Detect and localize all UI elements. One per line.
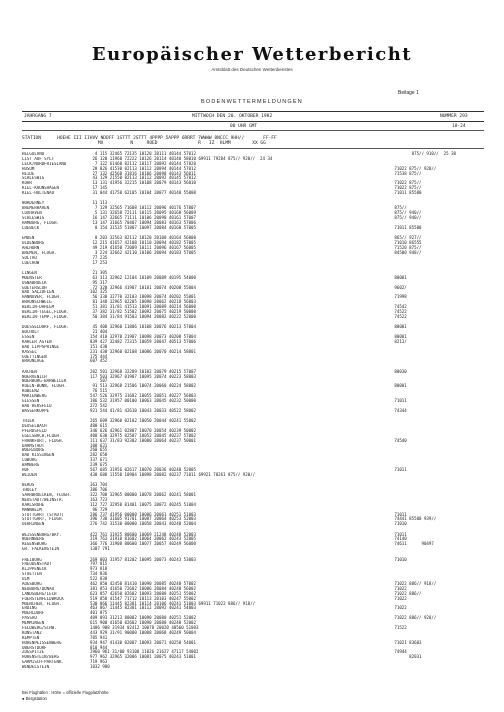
- station-data: 95 317: [90, 279, 108, 285]
- station-data: 615 900 41650 82602 10090 20088 40248 52002: [90, 620, 196, 626]
- station-data: 17 145: [90, 185, 108, 191]
- station-row: [22, 665, 492, 670]
- station-name: WEIDEN: [22, 472, 37, 477]
- station-extra-groups: 71010 86555: [387, 240, 422, 246]
- station-data: 507: [90, 378, 108, 384]
- station-name: LINGEN: [22, 270, 37, 275]
- station-name: KARLSRUHE: [22, 502, 45, 507]
- station-data: 45 400 32960 11806 10108 20076 40213 57004: [90, 324, 196, 330]
- station-data: 286 737 41956 00000 10086 20061 40251 51003: [90, 511, 196, 517]
- station-name: STUTTGART (STADT): [22, 512, 64, 517]
- station-data: 480 615: [90, 422, 108, 428]
- station-data: 117 503 32967 01907 10095 20074 40223 58003: [90, 373, 196, 379]
- station-data: 1486 908 31934 02412 10078 20020 40560 51003: [90, 625, 199, 630]
- station-name: BERLIN-TEGEL,FLUGH.: [22, 310, 69, 314]
- station-data: 21 305: [90, 269, 108, 275]
- station-extra-groups: 875// 940//: [387, 210, 422, 216]
- station-data: 12 215 41657 42108 10110 20094 40182 57005: [90, 240, 196, 246]
- station-name: OEHRINGEN: [22, 522, 45, 527]
- station-data: 50 384 31/84 91503 10094 20082 40222 52000: [90, 313, 196, 319]
- station-data: 386 706: [90, 487, 108, 493]
- station-name: KASSEL: [22, 349, 37, 354]
- station-extra-groups: 74542: [387, 304, 407, 310]
- station-extra-groups: 84500 948//: [387, 249, 422, 255]
- station-extra-groups: 71538 875//: [387, 170, 422, 176]
- station-row: [22, 315, 492, 320]
- station-data: 705 941: [90, 634, 108, 640]
- station-extra-groups: 80001: [387, 333, 407, 339]
- station-name: GOETTINGEN: [22, 354, 47, 359]
- station-name: LANDSBERG/LECH: [22, 591, 57, 596]
- station-name: KAHLER ASTEN: [22, 339, 52, 344]
- station-extra-groups: 80030: [387, 368, 407, 374]
- station-data: 7 129 32565 71608 10112 20096 40176 57007: [90, 205, 196, 211]
- station-data: 269 803 31957 81202 10095 20073 40243 53003: [90, 556, 196, 562]
- station-name: SCHLESWIG: [22, 216, 45, 221]
- station-data: 175 444: [90, 353, 108, 359]
- station-data: 186 532 31957 00100 10063 20045 40232 50000: [90, 398, 196, 404]
- station-data: 438 688 11550 10904 10098 20082 40237 71011 69921 70261 875// 920//: [90, 471, 256, 477]
- station-name: BREMERHAVEN: [22, 206, 50, 211]
- station-name: FREIBURG: [22, 557, 42, 562]
- station-data: 4 115 32465 72135 10120 20111 40144 57012: [90, 151, 196, 156]
- station-data: 11 113: [90, 200, 108, 206]
- station-name: PASSAU: [22, 616, 37, 621]
- station-name: ESSEN: [22, 334, 35, 339]
- station-data: 797 815: [90, 561, 108, 567]
- station-name: CUXHAVEN: [22, 211, 42, 216]
- station-name: EMDEN: [22, 236, 35, 241]
- station-extra-groups: 82031: [387, 654, 422, 660]
- station-name: ERDING: [22, 606, 37, 611]
- station-data: 96 729: [90, 506, 108, 512]
- station-name: SCHLESWIG: [22, 176, 45, 181]
- station-name: BOCHOLT: [22, 330, 40, 335]
- station-name: FELDBERG/SCHW.: [22, 626, 57, 630]
- station-data: 934 947 41430 02007 10093 20071 40250 54001: [90, 639, 196, 645]
- station-row: [22, 191, 492, 196]
- station-name: KEMPTEN: [22, 635, 40, 640]
- station-name: BREMEN, FLUGH.: [22, 250, 57, 255]
- station-extra-groups: 71998: [387, 294, 407, 300]
- station-data: 13 147 31665 70407 10094 20083 40163 57006: [90, 219, 196, 225]
- station-data: 839 427 32482 72315 10059 20047 40513 57006: [90, 338, 196, 344]
- station-name: HANNOVER, FLUGH.: [22, 295, 62, 300]
- station-data: 719 963: [90, 659, 108, 665]
- station-name: LUECHOW: [22, 260, 40, 265]
- station-data: 37 382 31/82 51502 10092 20075 40219 50000: [90, 309, 196, 314]
- station-extra-groups: 865// 927//: [387, 235, 422, 241]
- station-name: LECK/NORDFRIESLAND: [22, 161, 67, 166]
- station-data: 462 850 42450 81410 10090 20085 40248 57002: [90, 580, 196, 586]
- station-name: SOLTAU: [22, 255, 37, 260]
- station-name: COBURG: [22, 458, 37, 463]
- station-data: 31 044 41750 62105 10104 20077 40148 55008: [90, 190, 196, 196]
- station-data: 921 544 41/81 42610 10043 20033 40522 58002: [90, 407, 196, 413]
- station-data: 623 857 42650 82602 10093 20088 40251 55002: [90, 590, 196, 596]
- station-name: GIESSEN: [22, 399, 40, 404]
- station-name: OBERSTDORF: [22, 645, 47, 650]
- station-data: 463 867 11445 82301 10112 20092 40241 54003: [90, 605, 196, 611]
- station-data: 1832 980: [90, 664, 110, 670]
- station-data: 337 671: [90, 457, 108, 463]
- station-extra-groups: 875// 940//: [387, 215, 422, 221]
- station-name: KOBLENZ: [22, 389, 40, 394]
- station-data: 2960 961 31/00 93108 11026 21627 47117 54002: [90, 649, 199, 655]
- station-data: 272 542: [90, 402, 108, 408]
- station-data: 231 438 32960 02108 10086 20070 40214 58001: [90, 348, 196, 354]
- station-data: 17 253: [90, 259, 108, 265]
- station-name: BRAUNSCHWEIG: [22, 300, 52, 305]
- station-extra-groups: 71011: [387, 511, 407, 517]
- station-extra-groups: 875// 910// 25 38: [387, 151, 457, 156]
- station-name: ULM: [22, 577, 30, 582]
- station-name: NUERBURG-BARWEILER: [22, 379, 67, 384]
- station-data: 1307 791: [90, 546, 110, 552]
- station-data: 154 410 32970 21907 10098 20073 40208 57004: [90, 333, 196, 339]
- station-data: 322 708 32965 00000 10078 20062 40241 58001: [90, 491, 196, 497]
- station-data: 72 320 32966 41907 10101 20074 40208 55004: [90, 284, 196, 290]
- station-data: 3 224 32662 42110 10106 20094 40183 57005: [90, 249, 196, 255]
- station-name: HUSUM: [22, 166, 35, 171]
- station-name: MUENCHEN, FLUGH.: [22, 601, 62, 606]
- station-data: 265 609 32960 02102 10050 20044 40241 55002: [90, 418, 196, 424]
- station-extra-groups: 74944: [387, 649, 407, 655]
- station-name: MEMMINGEN: [22, 621, 45, 626]
- station-name: WUERZBURG: [22, 448, 45, 453]
- header-rule-top: [22, 130, 484, 131]
- station-name: MUENSTER: [22, 275, 42, 280]
- station-extra-groups: 71011: [387, 398, 407, 404]
- station-name: PFERDSFELD: [22, 428, 47, 433]
- station-name: EGELSBACH,FLUGH.: [22, 433, 62, 438]
- station-data: 366 776 31908 80600 10077 20057 40249 56000: [90, 541, 196, 547]
- station-extra-groups: 71011 85580: [387, 224, 422, 230]
- station-extra-groups: 71021 83603: [387, 639, 422, 645]
- station-data: 239 675: [90, 462, 108, 468]
- station-data: 111 637 31/83 92302 10080 20064 40237 50001: [90, 437, 196, 443]
- station-data: 43 129 21550 82113 10112 20092 40145 57012: [90, 175, 196, 181]
- station-data: 519 858 41547 71712 10113 20103 40247 55002: [90, 595, 196, 601]
- station-extra-groups: 71022 875//: [387, 185, 422, 191]
- station-name: KIEL-HOLTENAU: [22, 191, 55, 196]
- station-name: DUESSELDORF, FLUGH.: [22, 325, 69, 330]
- station-name: AHLHORN: [22, 245, 40, 250]
- station-data: 381 853 41650 72602 10086 20084 40248 56002: [90, 585, 196, 591]
- station-data: 346 626 42961 02807 10070 20054 40239 50002: [90, 427, 196, 433]
- issue-header-line: [22, 111, 484, 122]
- station-data: 112 727 32950 01401 10075 20072 40245 51004: [90, 501, 196, 507]
- station-data: 76 515: [90, 388, 108, 394]
- station-data: 51 381 31/81 41513 10091 20089 40214 56000: [90, 304, 196, 310]
- station-data: 282 658: [90, 452, 108, 458]
- station-name: HOHENPEISSENBERG: [22, 640, 62, 645]
- station-data: 8 154 31535 51807 10097 20084 40168 57005: [90, 224, 196, 230]
- supplement-label: Beilage 1: [398, 90, 419, 96]
- station-data: 7 122 61460 82112 10117 20092 40144 57020: [90, 160, 196, 166]
- station-name: SAARBRUECKEN, FLUGH.: [22, 492, 72, 497]
- station-data: 977 962 32965 32006 10081 20075 40243 51001: [90, 654, 196, 660]
- station-data: 547 526 32975 31602 10055 20051 40227 56003: [90, 393, 196, 399]
- station-data: 63 313 32962 12104 10109 20089 40195 54000: [90, 274, 196, 280]
- station-data: 77 235: [90, 254, 108, 260]
- station-extra-groups: 74522: [387, 313, 407, 319]
- station-name: KIEL-KRONSHAGEN: [22, 186, 59, 191]
- station-data: 108 631: [90, 442, 108, 448]
- station-data: 422 761 31925 80600 10069 21248 40248 52003: [90, 531, 196, 537]
- station-extra-groups: 71022 886// 920//: [387, 615, 437, 621]
- station-extra-groups: 71520 875//: [387, 244, 422, 250]
- station-name: LIST AUF SYLT: [22, 156, 55, 161]
- station-name: REGENSBURG: [22, 542, 47, 547]
- issue-date: MITTWOCH DEN 20. OKTOBER 1982: [192, 114, 273, 119]
- station-name: WENDELSTEIN: [22, 665, 50, 670]
- station-extra-groups: 71011: [387, 467, 407, 472]
- station-extra-groups: 74140: [387, 536, 407, 542]
- station-name: DEUSELBACH: [22, 423, 47, 428]
- station-name: TRIER: [22, 419, 35, 424]
- station-data: 163 723: [90, 496, 108, 502]
- station-data: 319 763 31910 81602 10064 20062 40243 52005: [90, 536, 196, 542]
- station-data: 81 348 32965 02205 10090 20062 40218 56003: [90, 299, 196, 305]
- station-extra-groups: 71022 886// 918//: [387, 580, 437, 586]
- station-data: 530 866 11445 82301 10114 20106 40241 51003 69911 71022 886// 918//: [90, 600, 256, 606]
- station-name: OSNABRUECK: [22, 280, 47, 285]
- station-data: 268 655: [90, 447, 108, 453]
- station-extra-groups: 80001: [387, 324, 407, 330]
- station-extra-groups: 8213/: [387, 338, 407, 344]
- station-name: STUTTGART, FLUGH.: [22, 517, 64, 522]
- station-data: 56 338 32770 32103 10098 20074 40202 55001: [90, 294, 196, 300]
- station-extra-groups: 71011 85580: [387, 190, 422, 196]
- station-data: 151 430: [90, 343, 108, 349]
- station-extra-groups: 80001: [387, 274, 407, 280]
- observation-time: 00 UHR GMT: [230, 124, 258, 129]
- station-data: 607 452: [90, 358, 108, 364]
- station-name: BERUS: [22, 483, 35, 488]
- station-name: KOELN-BONN, FLUGH.: [22, 384, 67, 389]
- station-name: BERLIN-DAHLEM: [22, 305, 55, 310]
- station-extra-groups: 71022: [387, 595, 407, 601]
- column-header-line-1: STATION HOEHE III IIHVV NDDFF 1STTT 2STTT 4PPPP 5APPP 6RRRT 7WWWW 8NCCC 9HH// FF-FF: [22, 136, 277, 141]
- station-data: 443 929 31/91 90000 10088 20068 40249 50004: [90, 629, 196, 635]
- station-name: FREUDENSTADT: [22, 562, 52, 567]
- station-extra-groups: 74611 90497: [387, 541, 434, 547]
- station-name: NUERNBERG: [22, 537, 45, 542]
- station-row: [22, 547, 492, 552]
- station-name: BERLIN-TEMP.,FLUGH.: [22, 314, 69, 319]
- station-name: KONSTANZ: [22, 630, 42, 635]
- station-data: 26 120 11960 72222 10126 20114 40140 58010 69911 79284 875// 920// 24 34: [90, 155, 273, 161]
- station-extra-groups: 71522: [387, 625, 407, 630]
- station-name: BAD HERSFELD: [22, 403, 52, 408]
- station-extra-groups: 71011: [387, 531, 407, 537]
- station-data: 13 131 41956 32215 10108 20079 40143 56010: [90, 180, 196, 186]
- station-extra-groups: 74522: [387, 309, 407, 314]
- station-data: 28 026 41530 82113 10112 20094 40144 57012: [90, 165, 196, 171]
- station-name: ZUGSPITZE: [22, 650, 45, 655]
- station-extra-groups: 875//: [387, 205, 407, 211]
- station-name: NEUSTADT/WEINSTR.: [22, 497, 64, 502]
- station-data: 8 203 32563 82112 10120 20100 40164 56008: [90, 235, 196, 241]
- station-report-table: [22, 152, 492, 670]
- station-extra-groups: 71022 886//: [387, 590, 422, 596]
- station-row: [22, 473, 492, 478]
- station-data: 276 742 31530 00000 10058 20043 40248 52004: [90, 521, 196, 527]
- station-extra-groups: 71010: [387, 521, 407, 527]
- station-extra-groups: 71022: [387, 585, 407, 591]
- station-data: 49 219 41650 72009 10111 20096 40167 56005: [90, 244, 196, 250]
- station-name: NOERVENICH: [22, 374, 47, 379]
- station-data: 102 325: [90, 289, 108, 295]
- station-name: MARIENBERG: [22, 394, 47, 399]
- document-title: Europäischer Wetterbericht: [91, 44, 413, 65]
- station-name: KLIPPENECK: [22, 567, 47, 572]
- station-name: BAD SALZUFLEN: [22, 290, 55, 295]
- station-name: HOHENSTEIN/BERG: [22, 655, 59, 660]
- station-data: 408 630 32975 02507 10052 20045 40237 57002: [90, 432, 196, 438]
- station-row: [22, 409, 492, 414]
- station-name: MUEHLDORF: [22, 611, 45, 616]
- station-data: 973 818: [90, 566, 108, 572]
- station-data: 401 875: [90, 610, 108, 616]
- station-name: THOLEY: [22, 488, 37, 493]
- header-rule-bottom: [22, 148, 484, 149]
- station-extra-groups: 71010: [387, 556, 407, 562]
- station-data: 91 513 32968 21506 10074 20060 40224 58002: [90, 383, 196, 389]
- footnote-airport-height: Bei Flughäfen : Höhe = offizielle Flugplatzhöhe: [22, 690, 109, 695]
- station-name: FRANKFURT, FLUGH.: [22, 438, 64, 443]
- station-row: [22, 261, 492, 266]
- station-name: BAD LIPPSPRINGE: [22, 344, 59, 349]
- footnote-mountain-station: ● Bergstation: [22, 696, 47, 701]
- station-name: BRAUNLAGE: [22, 359, 45, 364]
- station-name: GUETERSLOH: [22, 285, 47, 290]
- station-name: GR. FALKENSTEIN: [22, 547, 59, 552]
- station-name: WASSERKUPPE: [22, 408, 50, 413]
- station-data: 396 738 31605 91701 10087 20064 40253 52003: [90, 516, 196, 522]
- station-extra-groups: 74344: [387, 407, 407, 413]
- station-data: 21 404: [90, 329, 108, 335]
- station-name: GARMISCH-PARTENK.: [22, 660, 64, 665]
- station-data: 27 132 42560 31816 10106 20098 40143 56011: [90, 170, 196, 176]
- station-name: AUGSBURG: [22, 581, 42, 586]
- station-data: 409 893 31213 80002 10090 20080 40251 52002: [90, 615, 196, 621]
- station-row: [22, 359, 492, 364]
- station-extra-groups: 74441 85500 939//: [387, 516, 437, 522]
- station-name: HOF: [22, 468, 30, 472]
- station-name: KOHR: [22, 181, 32, 186]
- station-data: 16 147 32665 71111 10106 20098 40161 57007: [90, 215, 196, 221]
- station-name: HAMBURG, FLUGH.: [22, 220, 59, 225]
- station-extra-groups: 71022 875// 920//: [387, 165, 437, 171]
- station-name: BAD KISSINGEN: [22, 453, 55, 458]
- volume-label: JAHRGANG 7: [24, 114, 52, 119]
- station-data: 5 131 32658 72111 10115 20095 40168 56009: [90, 210, 196, 216]
- station-data: 734 836: [90, 571, 108, 577]
- station-extra-groups: 80001: [387, 383, 407, 389]
- station-name: BAMBERG: [22, 463, 40, 468]
- station-name: DARMSTADT: [22, 443, 45, 448]
- station-name: WEISSENBURG/BAY.: [22, 532, 62, 537]
- station-extra-groups: 74540: [387, 437, 407, 443]
- time-range: 18-24: [452, 124, 466, 129]
- station-extra-groups: 71022 875//: [387, 180, 422, 186]
- station-name: STOETTEN: [22, 572, 42, 577]
- station-name: HELGOLAND: [22, 152, 45, 156]
- station-data: 522 838: [90, 576, 108, 582]
- station-name: FUERSTENFELDBRUCK: [22, 596, 64, 601]
- station-data: 363 704: [90, 482, 108, 488]
- issue-number: NUMMER 293: [440, 114, 468, 119]
- station-row: [22, 226, 492, 231]
- document-subtitle: Amtsblatt des Deutschen Wetterdienstes: [211, 67, 293, 72]
- station-name: NORDERNEY: [22, 201, 45, 206]
- station-name: NEUBURG/DONAU: [22, 586, 55, 591]
- station-name: HEIDE: [22, 171, 35, 176]
- column-header-line-2: MX N ROED R IZ HLMM XX GG: [22, 141, 266, 146]
- station-name: AACHEN: [22, 369, 37, 374]
- station-row: [22, 522, 492, 527]
- station-data: 810 944: [90, 644, 108, 650]
- section-title: BODENWETTERMELDUNGEN: [201, 99, 303, 105]
- station-name: LUEBECK: [22, 225, 40, 230]
- station-data: 567 685 31956 02617 10070 20036 40240 52005: [90, 467, 196, 472]
- station-extra-groups: 9602/: [387, 284, 407, 290]
- station-name: OLDENBURG: [22, 241, 45, 246]
- station-extra-groups: 71022: [387, 605, 407, 611]
- station-data: 202 501 32968 32209 10102 20079 40215 57007: [90, 368, 196, 374]
- station-name: MANNHEIM: [22, 507, 42, 512]
